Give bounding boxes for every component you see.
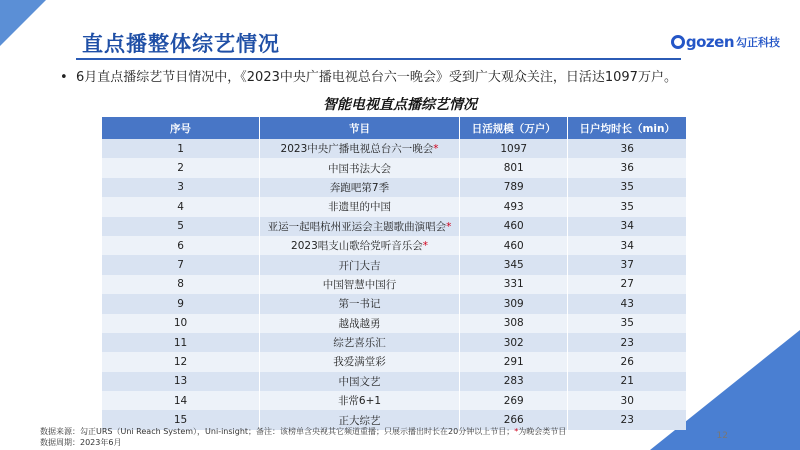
- cell-index: 6: [102, 236, 260, 255]
- cell-duration: 35: [568, 178, 686, 197]
- cell-index: 4: [102, 197, 260, 216]
- cell-index: 13: [102, 372, 260, 391]
- logo-text: gozen: [685, 33, 734, 51]
- table-row: [102, 275, 686, 294]
- cell-duration: 21: [568, 372, 686, 391]
- table-row: [102, 217, 686, 236]
- footnote-source-text: 数据来源：勾正URS（Uni Reach System），Uni-insight；备注：该榜单含央视其它频道重播；只展示播出时长在20分钟以上节目；: [40, 427, 515, 436]
- cell-index: 9: [102, 294, 260, 313]
- program-name: 非遗里的中国: [328, 201, 392, 214]
- cell-duration: 30: [568, 391, 686, 410]
- cell-program: [260, 255, 460, 274]
- cell-duration: 27: [568, 275, 686, 294]
- cell-index: 8: [102, 275, 260, 294]
- cell-index: 15: [102, 410, 260, 429]
- cell-dau: 460: [459, 217, 567, 236]
- table-row: [102, 158, 686, 177]
- cell-index: 11: [102, 333, 260, 352]
- cell-dau: 801: [459, 158, 567, 177]
- cell-index: 7: [102, 255, 260, 274]
- footnote-star-note: 为晚会类节目: [518, 427, 567, 436]
- logo-ring-icon: [671, 35, 685, 49]
- table-row: [102, 294, 686, 313]
- gala-star-mark: *: [422, 240, 429, 253]
- cell-program: [260, 236, 460, 255]
- cell-program: [260, 275, 460, 294]
- cell-program: [260, 294, 460, 313]
- header-duration: 日户均时长（min）: [568, 117, 686, 139]
- program-name: 综艺喜乐汇: [333, 337, 386, 350]
- table-row: [102, 178, 686, 197]
- cell-program: [260, 197, 460, 216]
- cell-dau: 345: [459, 255, 567, 274]
- table-row: [102, 139, 686, 158]
- table-row: [102, 314, 686, 333]
- program-name: 越战越勇: [338, 317, 381, 330]
- table-row: [102, 391, 686, 410]
- header-index: 序号: [102, 117, 260, 139]
- program-name: 中国书法大会: [328, 162, 392, 175]
- cell-program: [260, 139, 460, 158]
- program-name: 正大综艺: [338, 414, 381, 427]
- program-name: 我爱满堂彩: [333, 356, 386, 369]
- cell-index: 14: [102, 391, 260, 410]
- cell-dau: 283: [459, 372, 567, 391]
- cell-dau: 493: [459, 197, 567, 216]
- program-name: 非常6+1: [337, 395, 382, 408]
- cell-program: [260, 178, 460, 197]
- cell-dau: 308: [459, 314, 567, 333]
- program-name: 第一书记: [338, 298, 381, 311]
- table-header-row: [102, 117, 686, 139]
- cell-duration: 36: [568, 139, 686, 158]
- footnote-star: *: [514, 427, 519, 436]
- corner-decoration-top-left: [0, 0, 46, 46]
- cell-index: 12: [102, 352, 260, 371]
- page-title: 直点播整体综艺情况: [82, 32, 280, 56]
- brand-logo: [671, 32, 780, 52]
- cell-program: [260, 352, 460, 371]
- program-name: 中国智慧中国行: [322, 278, 397, 291]
- table-row: [102, 236, 686, 255]
- header-dau: 日活规模（万户）: [459, 117, 567, 139]
- gala-star-mark: *: [433, 143, 439, 156]
- cell-index: 1: [102, 139, 260, 158]
- gala-star-mark: *: [446, 220, 452, 233]
- cell-duration: 23: [568, 410, 686, 429]
- table-body: [102, 139, 686, 430]
- cell-duration: 34: [568, 236, 686, 255]
- program-name: 开门大吉: [338, 259, 381, 272]
- cell-program: [260, 391, 460, 410]
- cell-duration: 37: [568, 255, 686, 274]
- page-number: 12: [716, 431, 728, 441]
- logo-cn-text: 勾正科技: [736, 36, 780, 49]
- footnote-source: [40, 426, 566, 437]
- cell-dau: 460: [459, 236, 567, 255]
- cell-index: 10: [102, 314, 260, 333]
- program-name: 中国文艺: [338, 375, 381, 388]
- summary-bullet: [60, 66, 677, 85]
- cell-index: 5: [102, 217, 260, 236]
- program-name: 2023中央广播电视总台六一晚会: [280, 143, 434, 156]
- cell-dau: 269: [459, 391, 567, 410]
- cell-dau: 291: [459, 352, 567, 371]
- cell-duration: 43: [568, 294, 686, 313]
- program-name: 2023唱支山歌给党听音乐会: [291, 240, 423, 253]
- header-program: 节目: [260, 117, 460, 139]
- cell-dau: 789: [459, 178, 567, 197]
- cell-program: [260, 217, 460, 236]
- cell-program: [260, 372, 460, 391]
- cell-dau: 266: [459, 410, 567, 429]
- table-title: 智能电视直点播综艺情况: [323, 97, 477, 113]
- table-row: [102, 352, 686, 371]
- table-row: [102, 197, 686, 216]
- cell-duration: 35: [568, 197, 686, 216]
- cell-duration: 35: [568, 314, 686, 333]
- cell-dau: 1097: [459, 139, 567, 158]
- summary-text: 6月直点播综艺节目情况中，《2023中央广播电视总台六一晚会》受到广大观众关注，日活达1097万户。: [76, 70, 677, 85]
- cell-dau: 309: [459, 294, 567, 313]
- cell-dau: 331: [459, 275, 567, 294]
- cell-program: [260, 333, 460, 352]
- table-row: [102, 372, 686, 391]
- cell-dau: 302: [459, 333, 567, 352]
- footnote-period: 数据周期：2023年6月: [40, 438, 122, 447]
- cell-duration: 26: [568, 352, 686, 371]
- cell-duration: 23: [568, 333, 686, 352]
- footnote: [40, 426, 566, 448]
- cell-index: 3: [102, 178, 260, 197]
- cell-duration: 36: [568, 158, 686, 177]
- title-underline: [76, 58, 681, 60]
- table-row: [102, 333, 686, 352]
- bullet-dot-icon: •: [60, 70, 68, 85]
- program-name: 奔跑吧第7季: [329, 181, 390, 194]
- cell-duration: 34: [568, 217, 686, 236]
- cell-program: [260, 158, 460, 177]
- program-name: 亚运一起唱杭州亚运会主题歌曲演唱会: [267, 220, 447, 233]
- cell-program: [260, 314, 460, 333]
- cell-index: 2: [102, 158, 260, 177]
- variety-show-table: [102, 117, 686, 430]
- table-row: [102, 255, 686, 274]
